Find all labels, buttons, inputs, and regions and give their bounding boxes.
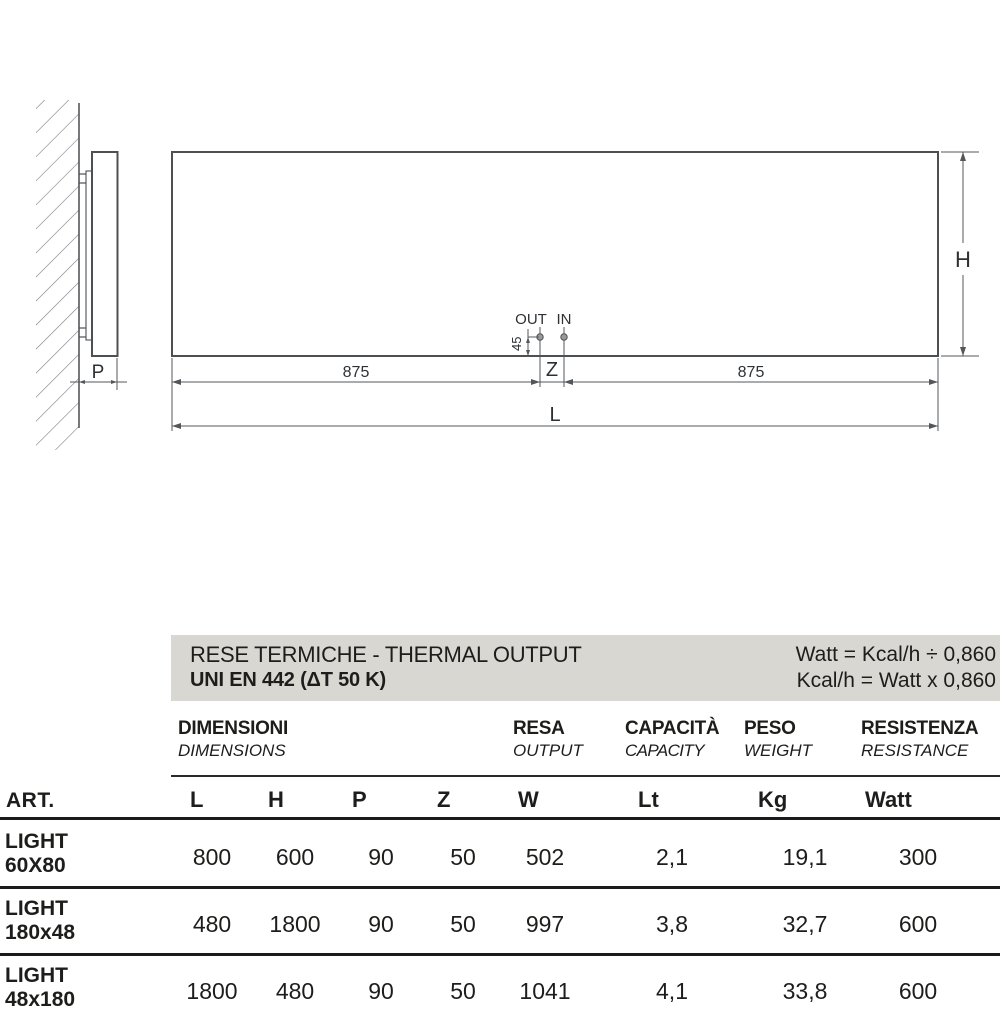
dim-875-right-label: 875 [737, 364, 765, 381]
group-header-dimensions [178, 717, 288, 762]
cell: 600 [275, 844, 315, 870]
product-name: LIGHT [5, 830, 68, 853]
group-label-en: DIMENSIONS [178, 741, 286, 760]
cell: 90 [368, 911, 394, 937]
product-size: 180x48 [5, 921, 76, 944]
table-row [0, 844, 1000, 870]
formula-kcal: Kcal/h = Watt x 0,860 [796, 669, 996, 692]
band-titles [190, 642, 582, 693]
group-label-it: PESO [744, 718, 796, 739]
divider [0, 817, 1000, 820]
divider [0, 953, 1000, 956]
cell: 4,1 [656, 978, 688, 1004]
group-label-it: CAPACITÀ [625, 718, 720, 739]
divider [171, 775, 1000, 777]
divider [0, 886, 1000, 889]
cell: 1800 [186, 978, 238, 1004]
cell: 19,1 [782, 844, 828, 870]
group-label-it: DIMENSIONI [178, 718, 288, 739]
band-subtitle: UNI EN 442 (ΔT 50 K) [190, 669, 386, 691]
cell: 997 [525, 911, 565, 937]
column-header-l: L [190, 787, 204, 812]
group-header-output [513, 717, 583, 762]
column-header-p: P [352, 787, 367, 812]
group-label-en: CAPACITY [625, 741, 704, 760]
product-size: 48x180 [5, 988, 76, 1011]
group-label-en: OUTPUT [513, 741, 583, 760]
wall-section [36, 100, 79, 450]
group-label-it: RESISTENZA [861, 718, 979, 739]
dim-45-label: 45 [509, 336, 524, 351]
cell: 480 [192, 911, 232, 937]
in-connection-point [561, 334, 567, 340]
cell: 90 [368, 844, 394, 870]
column-header-w: W [518, 787, 539, 812]
cell: 502 [525, 844, 565, 870]
cell: 3,8 [656, 911, 688, 937]
product-name: LIGHT [5, 897, 68, 920]
dim-z-label: Z [545, 359, 559, 381]
radiator-front-view [172, 152, 938, 356]
column-header-h: H [268, 787, 284, 812]
product-name: LIGHT [5, 964, 68, 987]
conversion-formulas [796, 642, 996, 694]
cell: 32,7 [782, 911, 828, 937]
cell: 600 [898, 978, 938, 1004]
cell: 33,8 [782, 978, 828, 1004]
cell: 480 [275, 978, 315, 1004]
cell: 600 [898, 911, 938, 937]
column-header-z: Z [437, 787, 451, 812]
group-label-it: RESA [513, 718, 565, 739]
cell: 90 [368, 978, 394, 1004]
cell: 1041 [519, 978, 571, 1004]
cell: 50 [450, 978, 476, 1004]
cell: 800 [192, 844, 232, 870]
radiator-side-view [79, 152, 118, 356]
out-label: OUT [515, 311, 547, 328]
cell: 1800 [269, 911, 321, 937]
art-header: ART. [6, 789, 55, 812]
dim-875-left-label: 875 [342, 364, 370, 381]
column-header-lt: Lt [638, 787, 659, 812]
group-label-en: WEIGHT [744, 741, 812, 760]
group-header-resistance [861, 717, 978, 762]
column-header-watt: Watt [865, 787, 912, 812]
dim-h-label: H [955, 247, 971, 272]
cell: 50 [450, 844, 476, 870]
dim-l-label: L [549, 404, 561, 426]
in-label: IN [556, 311, 572, 328]
product-size: 60X80 [5, 854, 66, 877]
formula-watt: Watt = Kcal/h ÷ 0,860 [795, 643, 996, 666]
table-row [0, 911, 1000, 937]
side-panel [92, 152, 118, 356]
column-header-kg: Kg [758, 787, 788, 812]
cell: 300 [898, 844, 938, 870]
cell: 2,1 [656, 844, 688, 870]
technical-drawing [0, 0, 1000, 470]
dim-p-label: P [91, 362, 105, 383]
thermal-output-band [171, 635, 1000, 701]
cell: 50 [450, 911, 476, 937]
table-row [0, 978, 1000, 1004]
group-header-weight [744, 717, 812, 762]
group-label-en: RESISTANCE [861, 741, 969, 760]
band-title: RESE TERMICHE - THERMAL OUTPUT [190, 642, 582, 667]
wall-hatch [36, 100, 79, 450]
group-header-capacity [625, 717, 719, 762]
